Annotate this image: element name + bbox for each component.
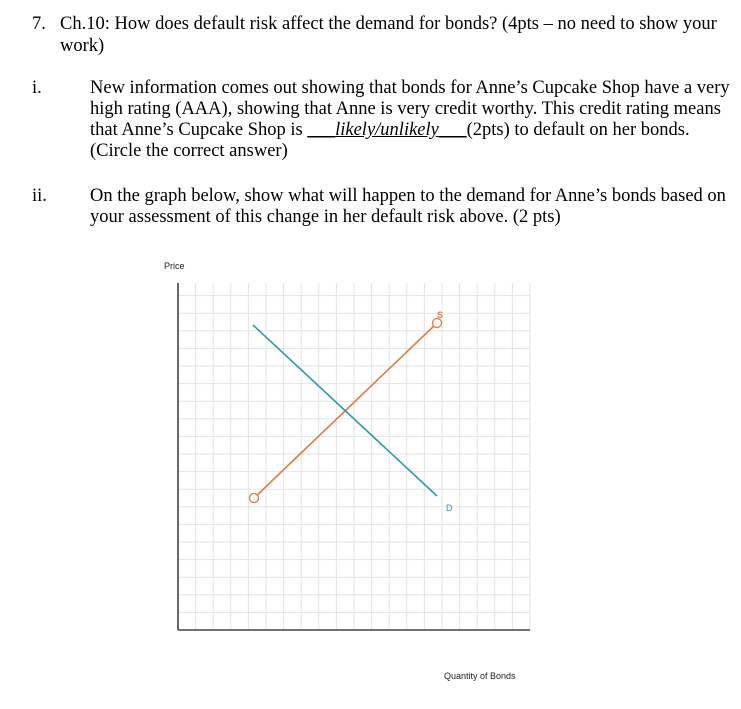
demand-label: D xyxy=(446,503,453,513)
part-ii-text: On the graph below, show what will happen to the demand for Anne’s bonds based on your assessment of this change in her default risk above. (2 pts) xyxy=(90,186,726,227)
question-title-line2: work) xyxy=(60,36,105,56)
question-title-line1: Ch.10: How does default risk affect the demand for bonds? (4pts – no need to show your xyxy=(60,14,717,34)
question-number: 7. xyxy=(32,14,46,34)
part-i-label: i. xyxy=(32,78,42,98)
demand-curve[interactable] xyxy=(253,325,437,496)
supply-label: S xyxy=(437,310,444,320)
y-axis-label: Price xyxy=(164,261,185,271)
part-ii-label: ii. xyxy=(32,186,47,206)
supply-endpoint-handle-low[interactable] xyxy=(250,494,259,503)
blank-tail: ___ xyxy=(438,120,467,140)
part-i-text-before: New information comes out showing that bonds for Anne’s Cupcake Shop have a very high rating (AAA), showing that Anne is very credit worthy. This credit rating means that Anne’s Cupcake Shop is xyxy=(90,78,730,140)
graph-grid xyxy=(178,283,530,630)
part-i-text-after: (2pts) to default on her bonds. (Circle the correct answer) xyxy=(90,120,690,161)
blank-lead: ___ xyxy=(307,120,336,140)
x-axis-label: Quantity of Bonds xyxy=(444,671,516,681)
blank-answer-options: likely/unlikely xyxy=(335,120,439,140)
